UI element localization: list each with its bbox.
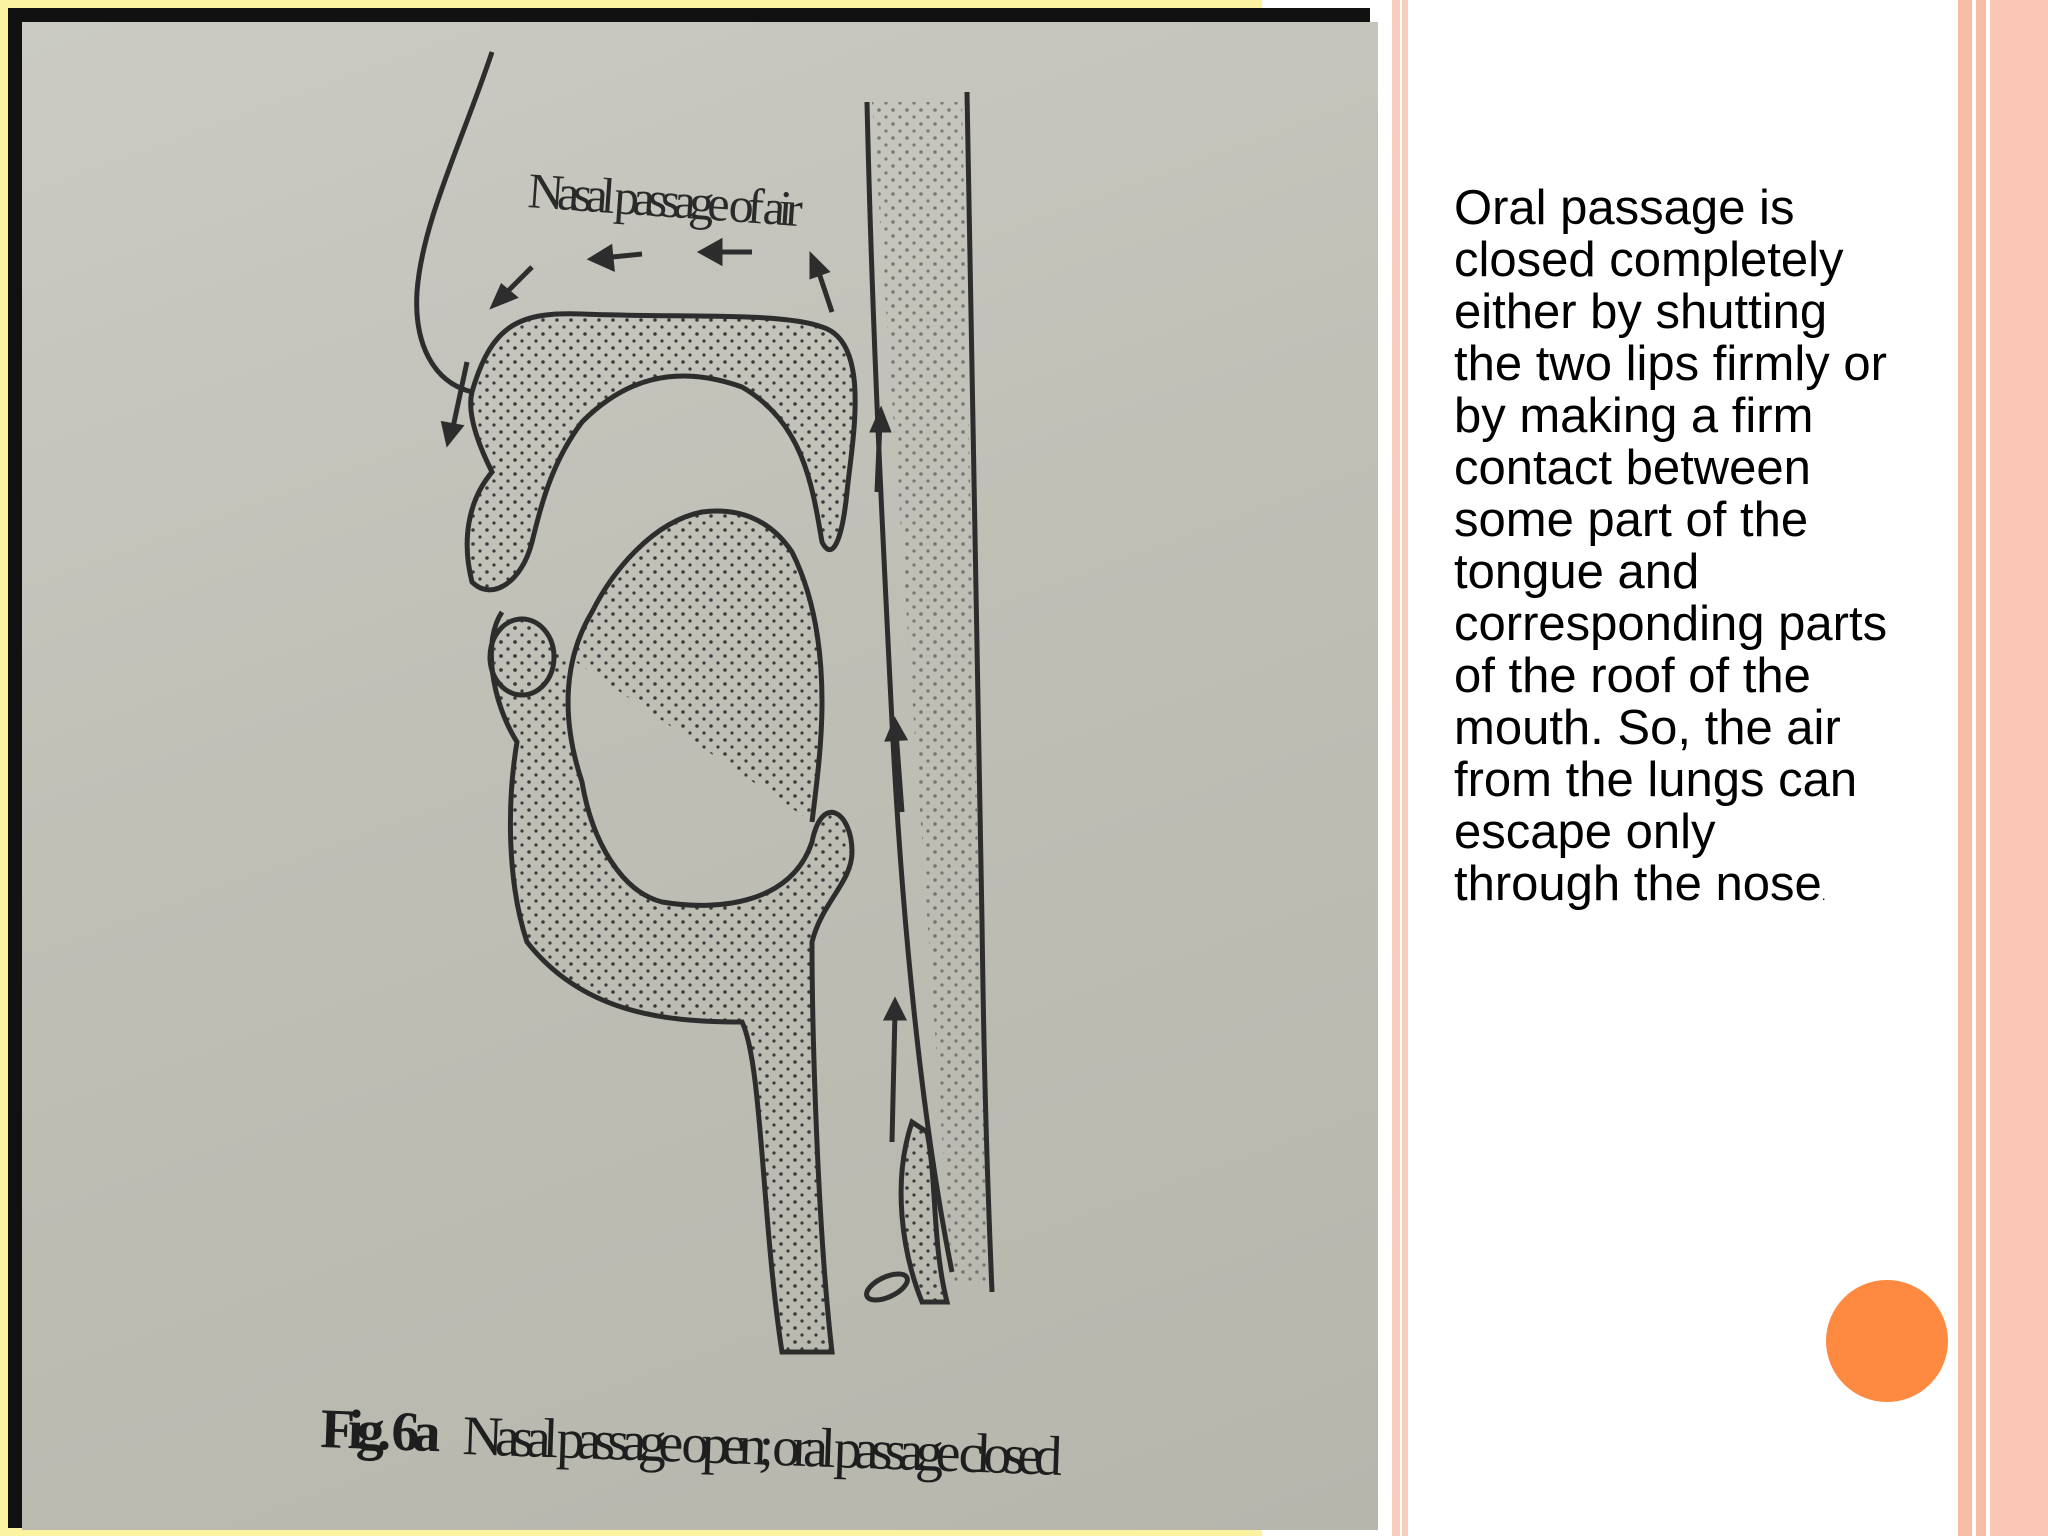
nasal-passage-label: Nasal passage of air: [526, 162, 805, 238]
nose-outline: [417, 52, 492, 392]
figure-photo: [22, 22, 1378, 1530]
slide-body-text: [1454, 182, 1894, 921]
figure-photo-frame: [8, 8, 1370, 1528]
slide-body-period: .: [1821, 887, 1826, 903]
decorative-orange-circle: [1826, 1280, 1948, 1402]
lower-lip: [490, 619, 554, 695]
vocal-tract-diagram: [22, 22, 1378, 1530]
decorative-stripe: [1976, 0, 1986, 1536]
decorative-stripe: [1402, 0, 1408, 1536]
figure-number: Fig. 6a: [319, 1398, 442, 1465]
decorative-stripe: [1958, 0, 1972, 1536]
vocal-fold: [863, 1269, 911, 1306]
figure-caption: Nasal passage open; oral passage closed: [461, 1405, 1064, 1488]
slide-body-main: Oral passage is closed completely either by shutting the two lips firmly or by making a firm contact between some part of the tongue and corresponding parts of the roof of the mouth. So, the air from the lungs can escape only through the nose: [1454, 181, 1888, 911]
decorative-stripe: [1990, 0, 2048, 1536]
decorative-stripe: [1392, 0, 1400, 1536]
